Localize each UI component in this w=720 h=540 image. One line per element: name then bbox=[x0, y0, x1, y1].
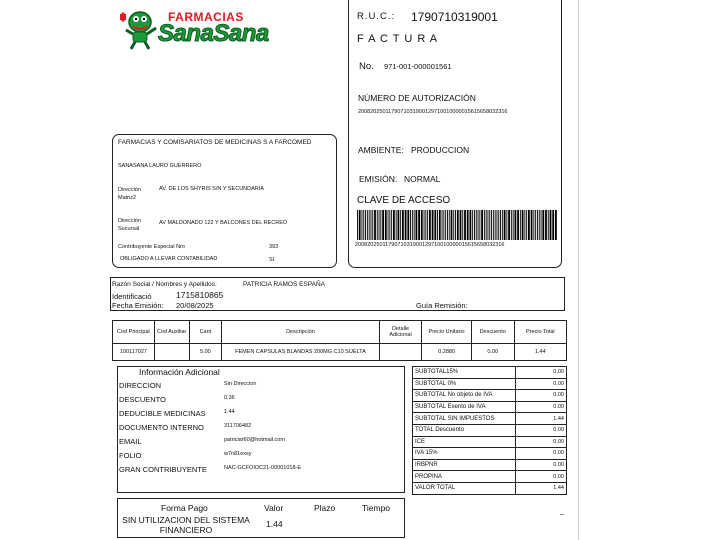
payment-value: 1.44 bbox=[266, 519, 283, 529]
total-value: 0.00 bbox=[516, 401, 567, 413]
barcode-bar bbox=[460, 210, 462, 240]
barcode-bar bbox=[539, 210, 540, 240]
barcode-bar bbox=[414, 210, 415, 240]
barcode-bar bbox=[542, 210, 544, 240]
table-row bbox=[413, 459, 567, 471]
barcode-bar bbox=[443, 210, 444, 240]
col-quantity: Cant bbox=[189, 321, 222, 344]
item-cod-auxiliar bbox=[154, 344, 189, 361]
environment-value: PRODUCCION bbox=[411, 145, 470, 155]
barcode-bar bbox=[515, 210, 517, 240]
barcode-bar bbox=[380, 210, 381, 240]
barcode-bar bbox=[548, 210, 549, 240]
col-cod-auxiliar: Cod Auxiliar bbox=[154, 321, 189, 344]
table-row bbox=[413, 367, 567, 379]
table-row bbox=[413, 471, 567, 483]
payment-value-header: Valor bbox=[264, 503, 284, 513]
barcode-bar bbox=[412, 210, 413, 240]
total-label: ICE bbox=[413, 436, 516, 448]
barcode-bar bbox=[429, 210, 431, 240]
info-label: FOLIO bbox=[119, 451, 142, 460]
emission-date-label: Fecha Emisión: bbox=[112, 301, 164, 310]
barcode-bar bbox=[382, 210, 384, 240]
barcode-bar bbox=[504, 210, 506, 240]
info-label: DESCUENTO bbox=[119, 395, 166, 404]
total-value: 1.44 bbox=[516, 413, 567, 425]
barcode-bar bbox=[489, 210, 490, 240]
barcode-bar bbox=[541, 210, 542, 240]
barcode-bar bbox=[363, 210, 364, 240]
barcode-bar bbox=[508, 210, 510, 240]
barcode-bar bbox=[455, 210, 456, 240]
barcode-bar bbox=[497, 210, 498, 240]
barcode-bar bbox=[488, 210, 489, 240]
table-row bbox=[113, 344, 567, 361]
branch-address-value: AV MALDONADO 122 Y BALCONES DEL RECREO bbox=[159, 220, 288, 226]
barcode-bar bbox=[400, 210, 401, 240]
barcode-bar bbox=[535, 210, 536, 240]
col-additional-detail: Detalle Adicional bbox=[379, 321, 422, 344]
environment-label: AMBIENTE: bbox=[358, 145, 404, 155]
access-key-barcode bbox=[355, 210, 557, 240]
barcode-bar bbox=[526, 210, 527, 240]
barcode-bar bbox=[439, 210, 441, 240]
info-label: DOCUMENTO INTERNO bbox=[119, 423, 204, 432]
total-label: PROPINA bbox=[413, 471, 516, 483]
items-header-row bbox=[113, 321, 567, 344]
col-cod-principal: Cod Principal bbox=[113, 321, 155, 344]
info-value: patriciar60@hotmail.com bbox=[224, 437, 285, 443]
col-description: Descripción bbox=[222, 321, 379, 344]
accounting-obligated-value: SI bbox=[269, 257, 275, 263]
invoice-number-label: No. bbox=[359, 61, 374, 72]
barcode-bar bbox=[372, 210, 373, 240]
barcode-bar bbox=[410, 210, 411, 240]
barcode-bar bbox=[457, 210, 459, 240]
total-value: 0.00 bbox=[516, 436, 567, 448]
info-value: w7n81exsy bbox=[224, 451, 252, 457]
barcode-bar bbox=[398, 210, 400, 240]
barcode-bar bbox=[405, 210, 407, 240]
total-label: SUBTOTAL No objeto de IVA bbox=[413, 390, 516, 402]
buyer-id-label: Identificació bbox=[112, 292, 152, 301]
accounting-obligated-label: OBLIGADO A LLEVAR CONTABILIDAD bbox=[120, 256, 218, 262]
barcode-bar bbox=[391, 210, 392, 240]
barcode-bar bbox=[359, 210, 361, 240]
barcode-bar bbox=[470, 210, 472, 240]
emission-label: EMISIÓN: bbox=[359, 174, 398, 184]
total-value: 0.00 bbox=[516, 378, 567, 390]
payment-method: SIN UTILIZACION DEL SISTEMA FINANCIERO bbox=[122, 515, 250, 535]
barcode-bar bbox=[495, 210, 496, 240]
barcode-bar bbox=[493, 210, 494, 240]
barcode-bar bbox=[421, 210, 423, 240]
barcode-bar bbox=[445, 210, 446, 240]
totals-table bbox=[412, 366, 567, 495]
special-taxpayer-value: 393 bbox=[269, 244, 279, 250]
item-quantity: 5.00 bbox=[189, 344, 222, 361]
issuer-company: FARMACIAS Y COMISARIATOS DE MEDICINAS S A FARCOMED bbox=[118, 139, 312, 146]
total-label: SUBTOTAL 0% bbox=[413, 378, 516, 390]
info-label: DIRECCION bbox=[119, 381, 162, 390]
barcode-bar bbox=[432, 210, 434, 240]
barcode-bar bbox=[491, 210, 492, 240]
barcode-bar bbox=[442, 210, 443, 240]
barcode-bar bbox=[407, 210, 409, 240]
barcode-bar bbox=[524, 210, 525, 240]
barcode-bar bbox=[365, 210, 366, 240]
matrix-address-value: AV. DE LOS SHYRIS S/N Y SECUNDARIA bbox=[159, 186, 264, 192]
barcode-bar bbox=[464, 210, 466, 240]
barcode-bar bbox=[385, 210, 387, 240]
info-value: NAC-GCFOIOC21-00001018-E bbox=[224, 465, 302, 471]
barcode-bar bbox=[506, 210, 507, 240]
barcode-bar bbox=[437, 210, 438, 240]
barcode-bar bbox=[449, 210, 450, 240]
total-label: TOTAL Descuento bbox=[413, 424, 516, 436]
barcode-bar bbox=[472, 210, 473, 240]
ruc-label: R.U.C.: bbox=[357, 11, 396, 22]
barcode-bar bbox=[513, 210, 514, 240]
barcode-bar bbox=[467, 210, 469, 240]
col-total-price: Precio Total bbox=[514, 321, 566, 344]
barcode-bar bbox=[462, 210, 463, 240]
items-table bbox=[112, 320, 567, 361]
emission-date: 20/08/2025 bbox=[176, 301, 214, 310]
barcode-bar bbox=[393, 210, 395, 240]
payment-term-header: Plazo bbox=[314, 503, 336, 513]
barcode-bar bbox=[522, 210, 524, 240]
barcode-bar bbox=[517, 210, 519, 240]
barcode-bar bbox=[367, 210, 368, 240]
access-key-label: CLAVE DE ACCESO bbox=[357, 195, 451, 206]
table-row bbox=[413, 482, 567, 494]
info-value: 311706482 bbox=[224, 423, 252, 429]
remission-guide-label: Guía Remisión: bbox=[416, 301, 468, 310]
item-additional-detail bbox=[379, 344, 422, 361]
barcode-bar bbox=[476, 210, 477, 240]
barcode-bar bbox=[453, 210, 454, 240]
invoice-number: 971-001-000001561 bbox=[384, 62, 452, 71]
barcode-bar bbox=[533, 210, 534, 240]
barcode-bar bbox=[427, 210, 428, 240]
table-row bbox=[413, 424, 567, 436]
barcode-bar bbox=[362, 210, 363, 240]
barcode-bar bbox=[434, 210, 436, 240]
special-taxpayer-label: Contribuyente Especial Nro bbox=[118, 244, 185, 250]
barcode-bar bbox=[498, 210, 499, 240]
total-label: SUBTOTAL SIN IMPUESTOS bbox=[413, 413, 516, 425]
additional-info-title: Información Adicional bbox=[139, 367, 220, 377]
barcode-bar bbox=[479, 210, 480, 240]
table-row bbox=[413, 378, 567, 390]
document-type: F A C T U R A bbox=[357, 33, 439, 45]
matrix-address-label: Dirección Matriz2 bbox=[118, 187, 141, 201]
info-label: DEDUCIBLE MEDICINAS bbox=[119, 409, 206, 418]
barcode-bar bbox=[550, 210, 552, 240]
total-label: IRBPNR bbox=[413, 459, 516, 471]
logo-text-sanasana: SanaSana bbox=[158, 20, 269, 47]
table-row bbox=[413, 390, 567, 402]
info-label: EMAIL bbox=[119, 437, 142, 446]
table-row bbox=[413, 448, 567, 460]
barcode-bar bbox=[531, 210, 533, 240]
table-row bbox=[413, 413, 567, 425]
barcode-bar bbox=[369, 210, 370, 240]
barcode-bar bbox=[520, 210, 521, 240]
info-value: 1.44 bbox=[224, 409, 235, 415]
barcode-bar bbox=[416, 210, 418, 240]
barcode-bar bbox=[425, 210, 426, 240]
barcode-bar bbox=[374, 210, 376, 240]
total-label: SUBTOTAL15% bbox=[413, 367, 516, 379]
info-value: Sin Direccion bbox=[224, 381, 257, 387]
total-value: 0.00 bbox=[516, 390, 567, 402]
authorization-label: NÚMERO DE AUTORIZACIÓN bbox=[358, 93, 476, 103]
col-discount: Descuento bbox=[471, 321, 514, 344]
barcode-bar bbox=[389, 210, 390, 240]
branch-address-label: Dirección Sucursal bbox=[118, 218, 141, 232]
payment-method-header: Forma Pago bbox=[161, 503, 208, 513]
total-value: 0.00 bbox=[516, 471, 567, 483]
item-total-price: 1.44 bbox=[514, 344, 566, 361]
info-value: 0.36 bbox=[224, 395, 235, 401]
total-value: 0.00 bbox=[516, 367, 567, 379]
total-value: 0.00 bbox=[516, 459, 567, 471]
logo-text-farmacias: FARMACIAS bbox=[168, 10, 244, 24]
barcode-bar bbox=[478, 210, 479, 240]
total-value: 0.00 bbox=[516, 424, 567, 436]
buyer-name-label: Razón Social / Nombres y Apellidos: bbox=[112, 281, 217, 288]
info-label: GRAN CONTRIBUYENTE bbox=[119, 465, 207, 474]
table-row bbox=[413, 401, 567, 413]
barcode-bar bbox=[481, 210, 483, 240]
barcode-bar bbox=[528, 210, 530, 240]
table-row bbox=[413, 436, 567, 448]
barcode-bar bbox=[357, 210, 358, 240]
barcode-bar bbox=[511, 210, 512, 240]
barcode-bar bbox=[447, 210, 448, 240]
page-edge bbox=[578, 0, 579, 540]
barcode-bar bbox=[486, 210, 487, 240]
ruc-value: 1790710319001 bbox=[411, 10, 498, 24]
buyer-name: PATRICIA RAMOS ESPAÑA bbox=[243, 281, 325, 288]
emission-value: NORMAL bbox=[404, 174, 441, 184]
total-value: 0.00 bbox=[516, 448, 567, 460]
barcode-bar bbox=[537, 210, 538, 240]
barcode-bar bbox=[396, 210, 397, 240]
barcode-bar bbox=[451, 210, 453, 240]
buyer-id: 1715810865 bbox=[176, 290, 224, 300]
barcode-bar bbox=[379, 210, 380, 240]
total-label: SUBTOTAL Exento de IVA bbox=[413, 401, 516, 413]
barcode-bar bbox=[371, 210, 372, 240]
barcode-bar bbox=[502, 210, 503, 240]
payment-time-header: Tiempo bbox=[362, 503, 391, 513]
barcode-bar bbox=[484, 210, 485, 240]
issuer-branch-name: SANASANA LAURO GUERRERO bbox=[118, 163, 202, 169]
barcode-bar bbox=[377, 210, 378, 240]
access-key-number: 2008202501179071031900129710010000015615658032316 bbox=[355, 242, 505, 248]
item-unit-price: 0.2880 bbox=[422, 344, 471, 361]
barcode-bar bbox=[424, 210, 425, 240]
barcode-bar bbox=[418, 210, 420, 240]
company-logo bbox=[118, 6, 338, 50]
total-label: IVA 15% bbox=[413, 448, 516, 460]
barcode-bar bbox=[402, 210, 404, 240]
barcode-bar bbox=[500, 210, 501, 240]
item-discount: 0.00 bbox=[471, 344, 514, 361]
dash-mark: – bbox=[560, 509, 565, 518]
barcode-bar bbox=[545, 210, 547, 240]
barcode-bar bbox=[388, 210, 389, 240]
item-description: FEMEN CAPSULAS BLANDAS 200MG C10 SUELTA bbox=[222, 344, 379, 361]
col-unit-price: Precio Unitario bbox=[422, 321, 471, 344]
barcode-bar bbox=[555, 210, 557, 240]
total-value: 1.44 bbox=[516, 482, 567, 494]
total-label: VALOR TOTAL bbox=[413, 482, 516, 494]
barcode-bar bbox=[474, 210, 475, 240]
barcode-bar bbox=[552, 210, 554, 240]
authorization-number: 2008202501179071031900129710010000015615658032316 bbox=[358, 109, 508, 115]
item-cod-principal: 100117027 bbox=[113, 344, 155, 361]
